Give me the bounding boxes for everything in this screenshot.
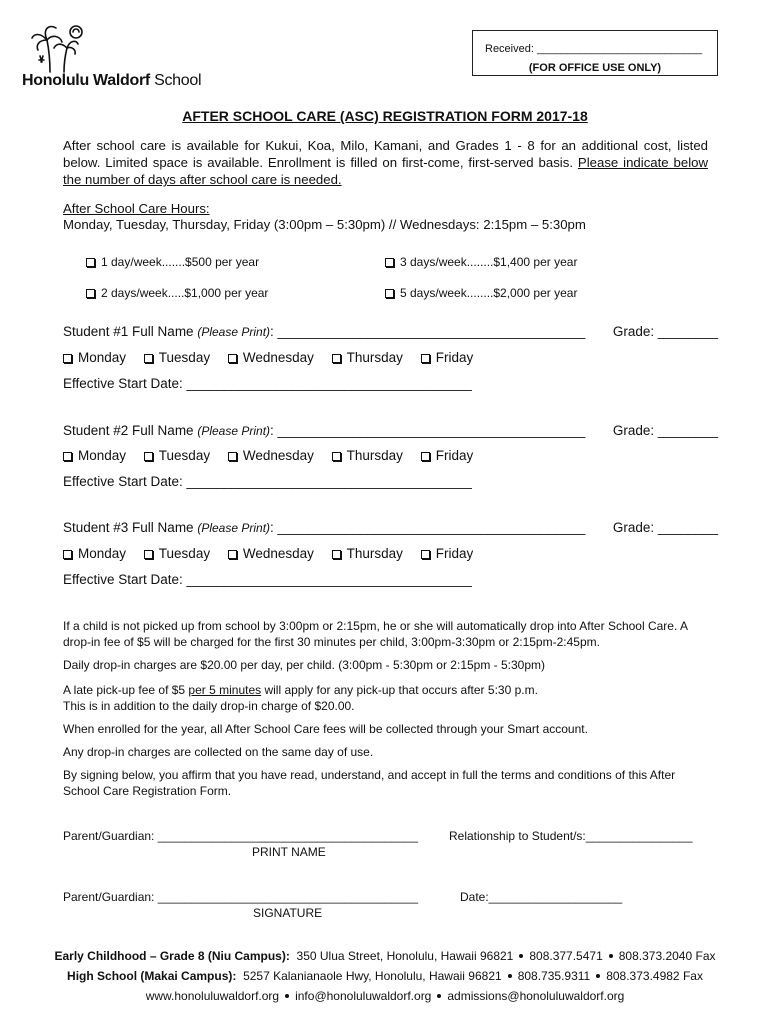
intro-paragraph: After school care is available for Kukui, Koa, Milo, Kamani, and Grades 1 - 8 for an additional cost, listed below. Limited space is available. Enrollment is filled on first-come, first-served basis. Please indicate below the number of days after school care is needed. <box>63 138 708 187</box>
received-field: Received: ___________________________ <box>485 43 703 55</box>
checkbox-icon[interactable] <box>86 289 95 298</box>
bullet-icon <box>285 994 289 998</box>
terms-agreement: By signing below, you affirm that you have read, understand, and accept in full the terms and conditions of this After School Care Registration Form. <box>63 768 676 798</box>
checkbox-icon[interactable] <box>421 452 430 461</box>
option-5-days[interactable]: 5 days/week........$2,000 per year <box>385 286 577 300</box>
terms-billing: When enrolled for the year, all After School Care fees will be collected through your Smart account. <box>63 722 588 736</box>
student-3-grade-field[interactable]: Grade: ________ <box>612 520 718 535</box>
student-2-grade-field[interactable]: Grade: ________ <box>612 423 718 438</box>
checkbox-icon[interactable] <box>228 452 237 461</box>
office-use-note: (FOR OFFICE USE ONLY) <box>528 62 662 74</box>
day-thursday[interactable]: Thursday <box>332 546 403 561</box>
day-monday[interactable]: Monday <box>63 448 126 463</box>
day-wednesday[interactable]: Wednesday <box>228 546 314 561</box>
student-1-start-date[interactable]: Effective Start Date: ______________________________________ <box>63 376 472 391</box>
bullet-icon <box>437 994 441 998</box>
signature-caption: SIGNATURE <box>253 906 323 920</box>
checkbox-icon[interactable] <box>421 550 430 559</box>
student-1-name-field[interactable]: : _________________________________________ <box>270 324 586 339</box>
school-name: Honolulu Waldorf School <box>22 72 202 89</box>
hours-heading: After School Care Hours: <box>63 201 210 216</box>
hours-schedule: Monday, Tuesday, Thursday, Friday (3:00pm – 5:30pm) // Wednesdays: 2:15pm – 5:30pm <box>63 217 586 232</box>
day-thursday[interactable]: Thursday <box>332 350 403 365</box>
page-title: AFTER SCHOOL CARE (ASC) REGISTRATION FORM 2017-18 <box>182 108 588 124</box>
student-1-grade-field[interactable]: Grade: ________ <box>612 324 718 339</box>
day-wednesday[interactable]: Wednesday <box>228 448 314 463</box>
checkbox-icon[interactable] <box>86 258 95 267</box>
day-friday[interactable]: Friday <box>421 448 474 463</box>
terms-dropin-collection: Any drop-in charges are collected on the same day of use. <box>63 745 374 759</box>
option-1-day[interactable]: 1 day/week.......$500 per year <box>86 255 259 269</box>
day-monday[interactable]: Monday <box>63 546 126 561</box>
checkbox-icon[interactable] <box>421 354 430 363</box>
day-tuesday[interactable]: Tuesday <box>144 546 210 561</box>
student-2-name-field[interactable]: : _________________________________________ <box>270 423 586 438</box>
guardian-signature-field[interactable]: Parent/Guardian: _______________________________________ <box>63 890 419 904</box>
bullet-icon <box>596 974 600 978</box>
footer-niu-campus: Early Childhood – Grade 8 (Niu Campus): 350 Ulua Street, Honolulu, Hawaii 96821 808.377.5471 808.373.2040 Fax <box>54 949 716 963</box>
student-3-name-field[interactable]: : _________________________________________ <box>270 520 586 535</box>
day-tuesday[interactable]: Tuesday <box>144 448 210 463</box>
student-1-days <box>63 350 718 365</box>
student-2-days <box>63 448 718 463</box>
checkbox-icon[interactable] <box>144 354 153 363</box>
bullet-icon <box>508 974 512 978</box>
bullet-icon <box>519 954 523 958</box>
checkbox-icon[interactable] <box>385 289 394 298</box>
student-3-start-date[interactable]: Effective Start Date: ______________________________________ <box>63 572 472 587</box>
admissions-email-link[interactable]: admissions@honoluluwaldorf.org <box>447 989 625 1003</box>
student-3-days <box>63 546 718 561</box>
day-friday[interactable]: Friday <box>421 546 474 561</box>
bullet-icon <box>609 954 613 958</box>
footer-makai-campus: High School (Makai Campus): 5257 Kalanianaole Hwy, Honolulu, Hawaii 96821 808.735.9311 808.373.4982 Fax <box>67 969 703 983</box>
checkbox-icon[interactable] <box>63 354 72 363</box>
option-2-days[interactable]: 2 days/week.....$1,000 per year <box>86 286 268 300</box>
day-thursday[interactable]: Thursday <box>332 448 403 463</box>
day-friday[interactable]: Friday <box>421 350 474 365</box>
terms-daily-dropin: Daily drop-in charges are $20.00 per day, per child. (3:00pm - 5:30pm or 2:15pm - 5:30pm) <box>63 658 546 672</box>
checkbox-icon[interactable] <box>63 452 72 461</box>
checkbox-icon[interactable] <box>228 550 237 559</box>
checkbox-icon[interactable] <box>228 354 237 363</box>
option-3-days[interactable]: 3 days/week........$1,400 per year <box>385 255 577 269</box>
palm-trees-and-spiral-logo <box>30 22 90 74</box>
student-2-name-row: Student #2 Full Name (Please Print): _________________________________________ Grade: ________ <box>63 423 718 438</box>
day-tuesday[interactable]: Tuesday <box>144 350 210 365</box>
checkbox-icon[interactable] <box>63 550 72 559</box>
website-link[interactable]: www.honoluluwaldorf.org <box>145 989 280 1003</box>
info-email-link[interactable]: info@honoluluwaldorf.org <box>295 989 432 1003</box>
student-3-name-row: Student #3 Full Name (Please Print): _________________________________________ Grade: ________ <box>63 520 718 535</box>
date-field[interactable]: Date:____________________ <box>460 890 623 904</box>
print-name-caption: PRINT NAME <box>252 845 326 859</box>
school-logo <box>22 22 202 92</box>
checkbox-icon[interactable] <box>385 258 394 267</box>
footer-contact <box>0 989 770 1003</box>
day-monday[interactable]: Monday <box>63 350 126 365</box>
relationship-field[interactable]: Relationship to Student/s:________________ <box>449 829 693 843</box>
student-2-start-date[interactable]: Effective Start Date: ______________________________________ <box>63 474 472 489</box>
student-1-name-row: Student #1 Full Name (Please Print): _________________________________________ Grade: ________ <box>63 324 718 339</box>
office-use-box <box>472 30 718 76</box>
checkbox-icon[interactable] <box>332 452 341 461</box>
terms-pickup: If a child is not picked up from school by 3:00pm or 2:15pm, he or she will automatically drop into After School Care. A drop-in fee of $5 will be charged for the first 30 minutes per child, 3:00pm-3:30pm or 2:15pm-2:45pm. <box>63 619 688 649</box>
checkbox-icon[interactable] <box>144 550 153 559</box>
day-wednesday[interactable]: Wednesday <box>228 350 314 365</box>
checkbox-icon[interactable] <box>332 550 341 559</box>
checkbox-icon[interactable] <box>332 354 341 363</box>
checkbox-icon[interactable] <box>144 452 153 461</box>
terms-late-fee: A late pick-up fee of $5 per 5 minutes will apply for any pick-up that occurs after 5:30 p.m. This is in addition to the daily drop-in charge of $20.00. <box>63 683 538 713</box>
guardian-print-name-field[interactable]: Parent/Guardian: _______________________________________ <box>63 829 419 843</box>
